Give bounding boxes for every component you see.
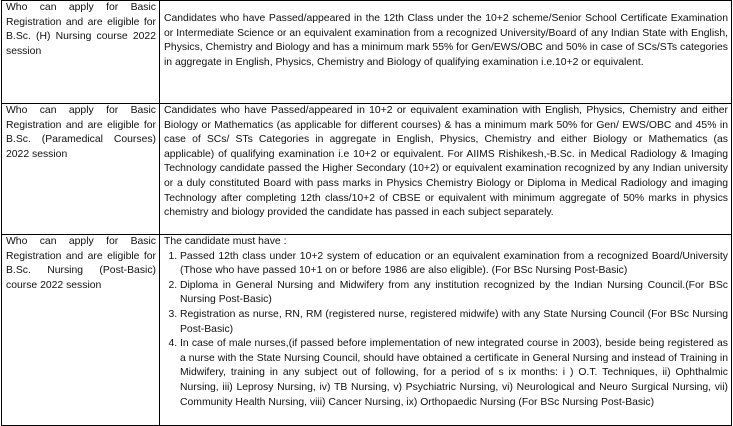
conditions-lead: The candidate must have :	[164, 236, 287, 247]
eligibility-answer-cell: Candidates who have Passed/appeared in 10+2 or equivalent examination with English, Physics, Chemistry and either Biology or Mathematics (as applicable for different courses) & has a minimum mark 50% for Gen/ EWS/OBC and 45% in case of SCs/ STs Categories in aggregate in English, Physics, Chemistry and either Biology or Mathematics (as applicable) of qualifying examination i.e 10+2 or equivalent. For AIIMS Rishikesh,-B.Sc. in Medical Radiology & Imaging Technology candidate passed the Higher Secondary (10+2) or equivalent examination recognized by any Indian university or a duly constituted Board with pass marks in Physics Chemistry Biology or Diploma in Medical Radiology and imaging Technology after completing 12th class/10+2 of CBSE or equivalent with minimum aggregate of 50% marks in physics chemistry and biology provided the candidate has passed in each subject separately.	[160, 104, 732, 235]
course-question-cell: Who can apply for Basic Registration and are eligible for B.Sc. (H) Nursing course 2022 session	[2, 1, 160, 104]
table-row	[2, 1, 732, 104]
eligibility-answer-cell: Candidates who have Passed/appeared in the 12th Class under the 10+2 scheme/Senior School Certificate Examination or Intermediate Science or an equivalent examination from a recognized University/Board of any Indian State with English, Physics, Chemistry and Biology and has a minimum mark 55% for Gen/EWS/OBC and 50% in case of SCs/STs categories in aggregate in English, Physics, Chemistry and Biology of qualifying examination i.e.10+2 or equivalent.	[160, 1, 732, 104]
list-item: 2. Diploma in General Nursing and Midwifery from any institution recognized by the Indian Nursing Council.(For BSc Nursing Post-Basic)	[180, 279, 728, 308]
course-question-cell: Who can apply for Basic Registration and are eligible for B.Sc. Nursing (Post-Basic) course 2022 session	[2, 235, 160, 426]
table-row	[2, 235, 732, 426]
eligibility-table	[1, 0, 732, 426]
conditions-list	[164, 250, 728, 411]
list-item: 4. In case of male nurses,(if passed before implementation of new integrated course in 2003), beside being registered as a nurse with the State Nursing Council, should have obtained a certificate in General Nursing and instead of Training in Midwifery, training in any subject out of following, for a period of s ix months: i ) O.T. Techniques, ii) Ophthalmic Nursing, iii) Leprosy Nursing, iv) TB Nursing, v) Psychiatric Nursing, vi) Neurological and Neuro Surgical Nursing, vii) Community Health Nursing, viii) Cancer Nursing, ix) Orthopaedic Nursing (For BSc Nursing Post-Basic)	[180, 337, 728, 410]
list-item: 1. Passed 12th class under 10+2 system of education or an equivalent examination from a recognized Board/University (Those who have passed 10+1 on or before 1986 are also eligible). (For BSc Nursing Post-Basic)	[180, 250, 728, 279]
table-row	[2, 104, 732, 235]
course-question-cell: Who can apply for Basic Registration and are eligible for B.Sc. (Paramedical Courses) 2022 session	[2, 104, 160, 235]
eligibility-answer-cell	[160, 235, 732, 426]
list-item: 3. Registration as nurse, RN, RM (registered nurse, registered midwife) with any State Nursing Council (For BSc Nursing Post-Basic)	[180, 308, 728, 337]
